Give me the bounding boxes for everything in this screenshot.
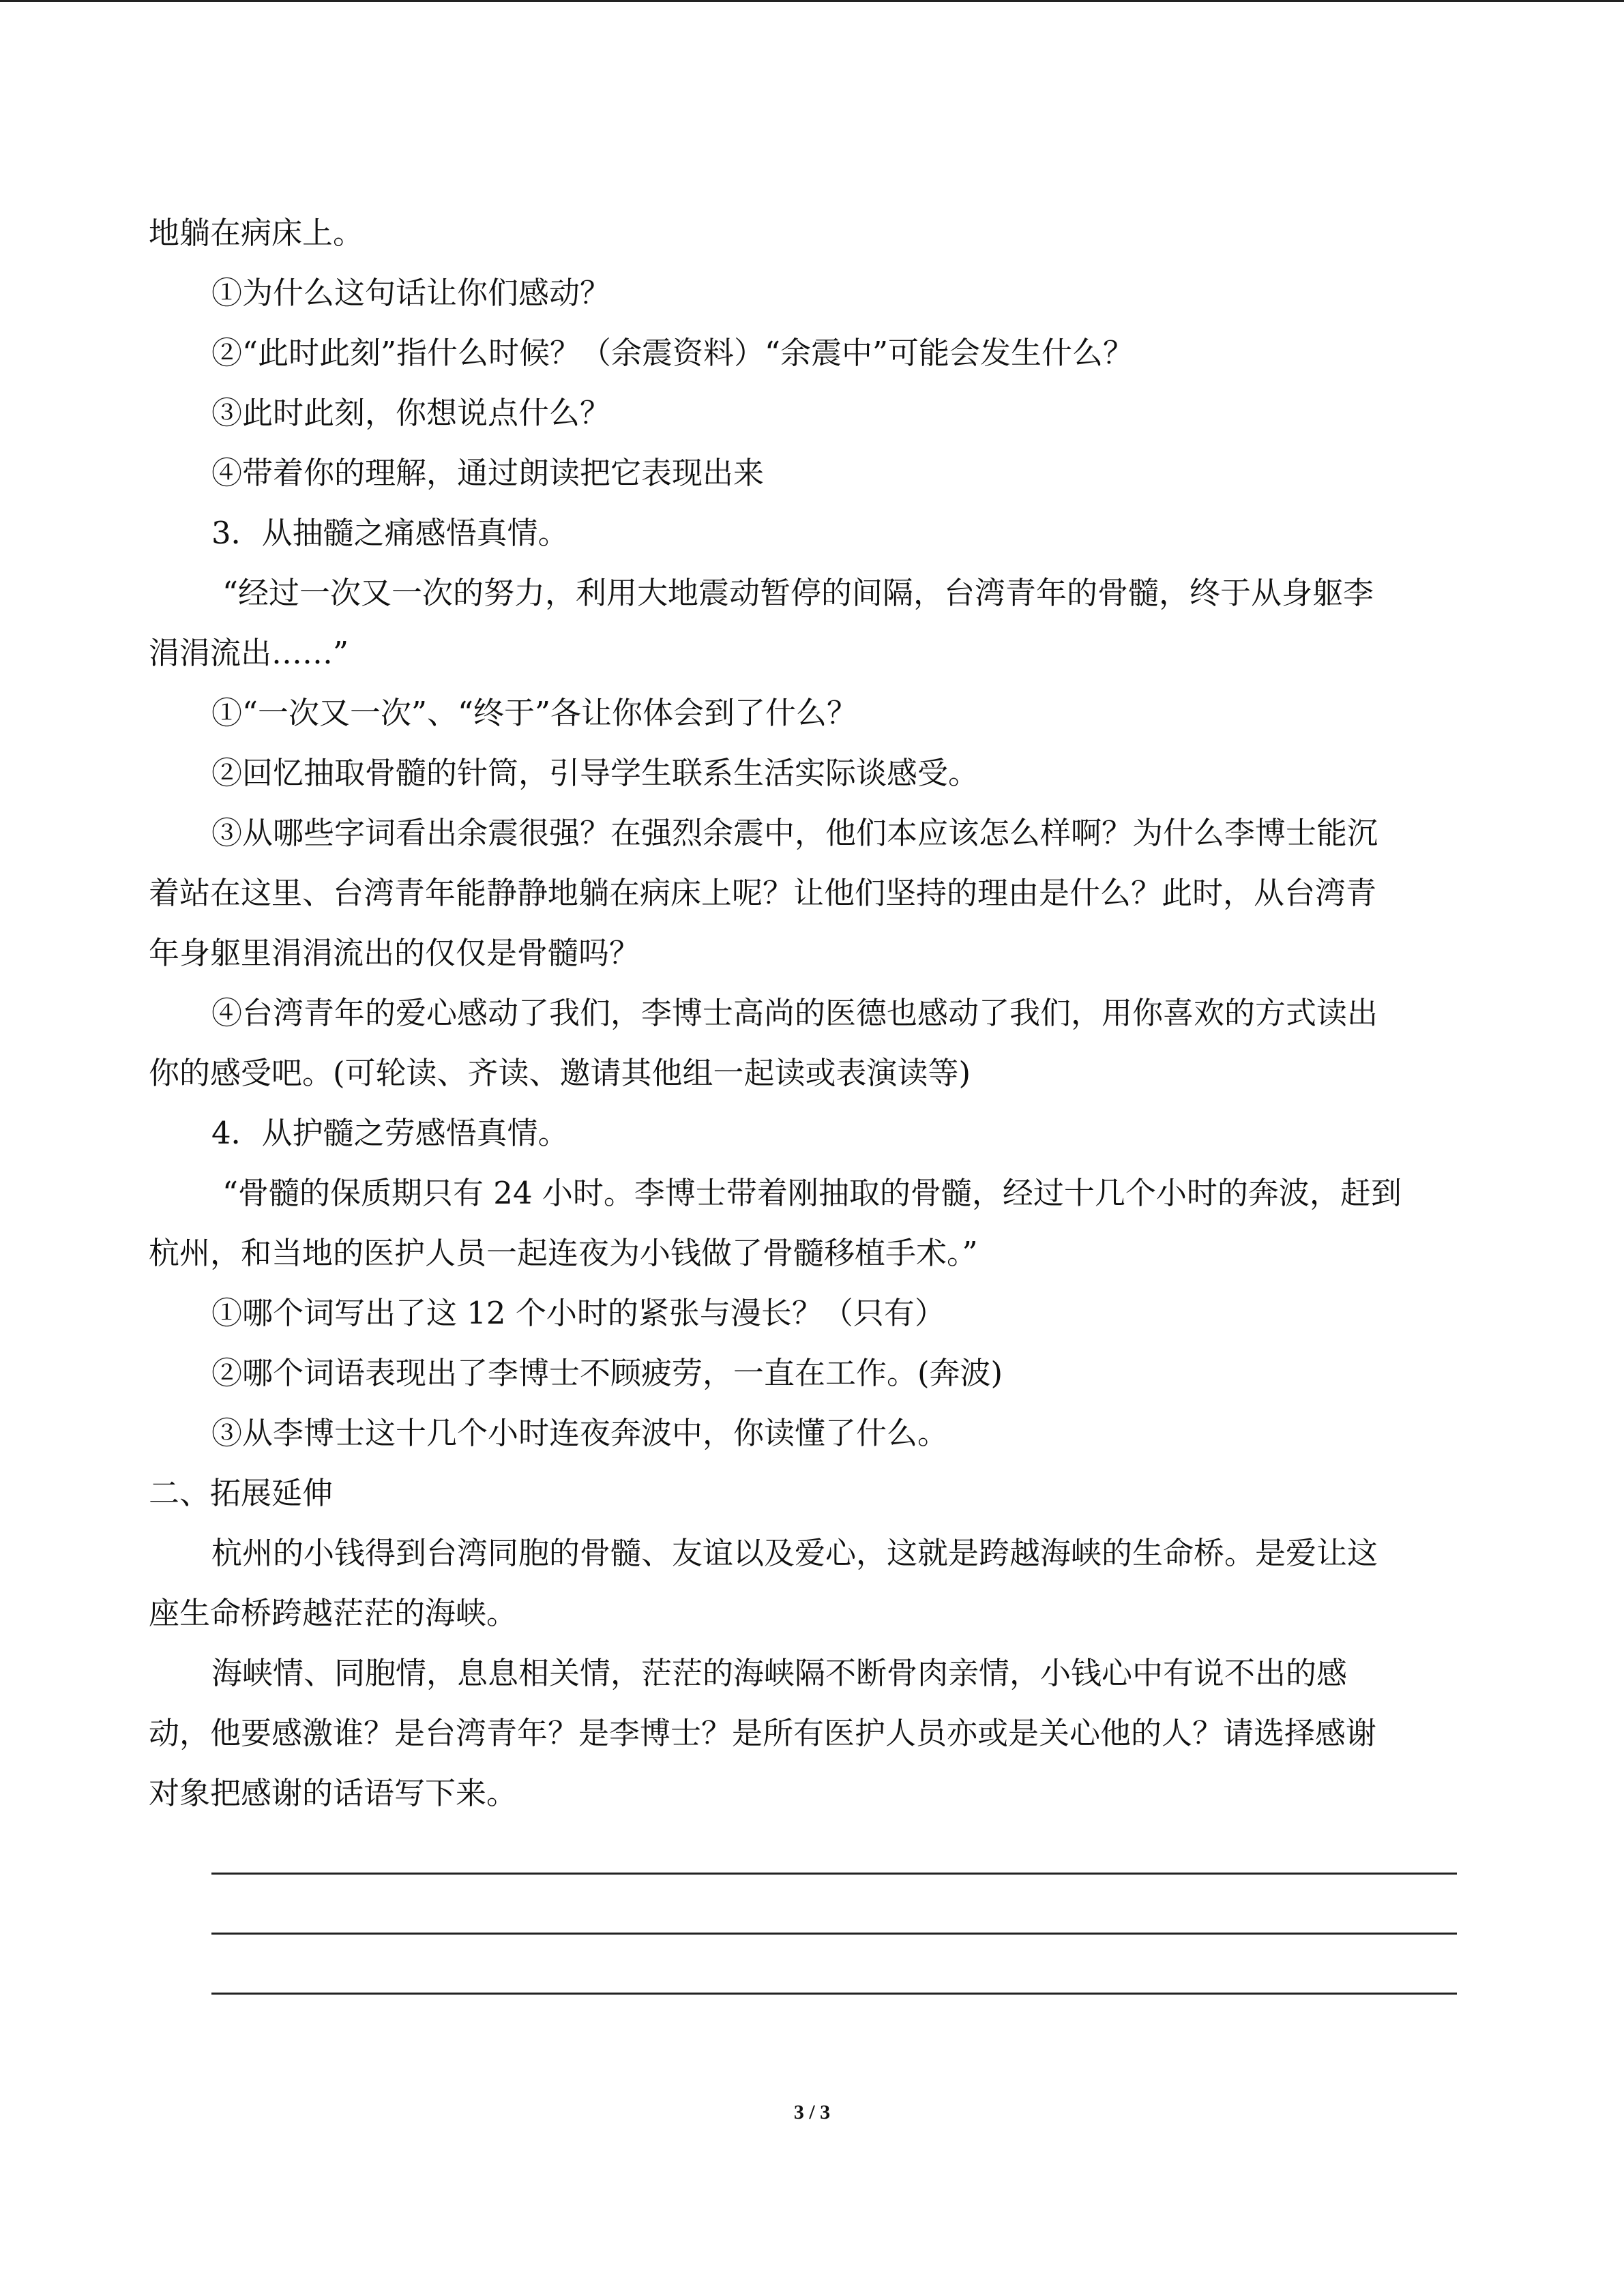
question-line: ①为什么这句话让你们感动？ [211,275,611,311]
quote-line: “经过一次又一次的努力，利用大地震动暂停的间隔，台湾青年的骨髓，终于从身躯李 [222,575,1374,611]
section-heading: 二、拓展延伸 [149,1475,334,1511]
question-line: ③从哪些字词看出余震很强？在强烈余震中，他们本应该怎么样啊？为什么李博士能沉 [211,815,1378,851]
section-heading: 4．从护髓之劳感悟真情。 [211,1115,569,1151]
quote-line: 涓涓流出……” [149,635,349,671]
page-number: 3 / 3 [793,2101,831,2123]
quote-line: 杭州，和当地的医护人员一起连夜为小钱做了骨髓移植手术。” [149,1235,978,1271]
answer-line[interactable] [211,1873,1457,1875]
section-heading: 3．从抽髓之痛感悟真情。 [211,515,569,551]
question-line: ②哪个词语表现出了李博士不顾疲劳，一直在工作。(奔波) [211,1355,1003,1391]
question-line: 你的感受吧。(可轮读、齐读、邀请其他组一起读或表演读等) [149,1055,971,1091]
question-line: ②回忆抽取骨髓的针筒，引导学生联系生活实际谈感受。 [211,755,979,791]
question-line: ④台湾青年的爱心感动了我们，李博士高尚的医德也感动了我们，用你喜欢的方式读出 [211,995,1378,1031]
question-line: ④带着你的理解，通过朗读把它表现出来 [211,455,765,491]
question-line: 年身躯里涓涓流出的仅仅是骨髓吗？ [149,935,640,971]
top-border [0,0,1624,2]
paragraph-line: 动，他要感激谁？是台湾青年？是李博士？是所有医护人员亦或是关心他的人？请选择感谢 [149,1715,1377,1751]
question-line: ③从李博士这十几个小时连夜奔波中，你读懂了什么。 [211,1415,949,1451]
question-line: ①“一次又一次”、“终于”各让你体会到了什么？ [211,695,858,731]
question-line: 着站在这里、台湾青年能静静地躺在病床上呢？让他们坚持的理由是什么？此时，从台湾青 [149,875,1377,911]
paragraph-line: 对象把感谢的话语写下来。 [149,1775,518,1811]
quote-line: “骨髓的保质期只有 24 小时。李博士带着刚抽取的骨髓，经过十几个小时的奔波，赶到 [222,1175,1402,1211]
paragraph-line: 海峡情、同胞情，息息相关情，茫茫的海峡隔不断骨肉亲情，小钱心中有说不出的感 [211,1655,1348,1691]
paragraph-line: 座生命桥跨越茫茫的海峡。 [149,1595,518,1631]
text-line: 地躺在病床上。 [149,215,364,251]
question-line: ①哪个词写出了这 12 个小时的紧张与漫长？（只有） [211,1295,945,1331]
answer-line[interactable] [211,1933,1457,1935]
paragraph-line: 杭州的小钱得到台湾同胞的骨髓、友谊以及爱心，这就是跨越海峡的生命桥。是爱让这 [211,1535,1378,1571]
question-line: ③此时此刻，你想说点什么？ [211,395,611,431]
question-line: ②“此时此刻”指什么时候？（余震资料）“余震中”可能会发生什么？ [211,335,1134,371]
answer-line[interactable] [211,1993,1457,1995]
